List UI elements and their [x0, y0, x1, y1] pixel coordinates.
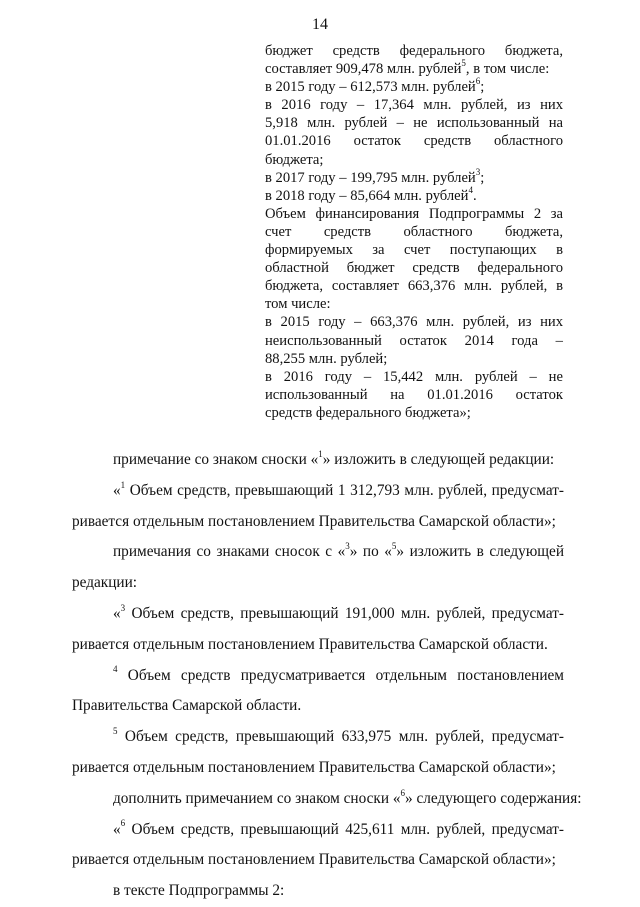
- column-word: млн.: [434, 368, 463, 385]
- column-word: 2014: [464, 332, 494, 349]
- column-word: году: [324, 368, 353, 385]
- paragraph-footnote4-line2: Правительства Самарской области.: [72, 697, 302, 715]
- paragraph-footnote1-intro: примечание со знаком сноски «$^1$» изложить в следующей редакции:: [113, 448, 555, 468]
- column-text: бюджета;: [265, 151, 324, 168]
- column-line: [265, 350, 563, 368]
- column-text: средств федерального бюджета»;: [265, 404, 471, 421]
- column-line: [265, 205, 563, 223]
- column-word: не: [548, 368, 563, 385]
- column-line: [265, 223, 563, 241]
- column-line: [265, 132, 563, 150]
- column-line: [265, 368, 563, 386]
- column-line: [265, 386, 563, 404]
- column-text: составляет 909,478 млн. рублей: [265, 61, 462, 78]
- column-word: поступающих: [449, 242, 537, 259]
- body-text: [72, 445, 582, 907]
- column-line: [265, 151, 563, 169]
- footnote-mark: 6: [475, 76, 481, 87]
- column-word: средств: [332, 43, 380, 59]
- column-text: областной бюджет средств федерального: [265, 260, 563, 277]
- column-word: –: [363, 368, 372, 385]
- column-text: 88,255 млн. рублей;: [265, 350, 388, 367]
- paragraph-footnote3-line2: ривается отдельным постановлением Правительства Самарской области.: [72, 635, 548, 653]
- column-line: [265, 78, 563, 96]
- footnote-mark: 3: [475, 166, 481, 177]
- column-text-tail: ;: [480, 79, 485, 96]
- column-word: –: [555, 332, 563, 349]
- column-line: [265, 277, 563, 295]
- column-word: бюджета,: [504, 43, 563, 59]
- column-word: за: [372, 242, 385, 259]
- column-line: [265, 184, 563, 205]
- funding-column: [265, 42, 563, 422]
- column-text: в 2015 году – 612,573 млн. рублей: [265, 79, 476, 96]
- column-word: –: [529, 368, 537, 385]
- column-word: областного: [403, 223, 473, 240]
- column-word: 01.01.2016: [265, 133, 331, 150]
- paragraph-footnotes-3-5-intro-cont: редакции:: [72, 574, 138, 592]
- column-line: [265, 404, 563, 422]
- column-line: [265, 241, 563, 259]
- paragraph-footnote3-line1: «$^3$ Объем средств, превышающий 191,000 млн. рублей, предусмат-: [113, 602, 564, 622]
- paragraph-footnote5-line1: $^5$ Объем средств, превышающий 633,975 млн. рублей, предусмат-: [113, 726, 564, 746]
- column-line: [265, 259, 563, 277]
- column-word: бюджета,: [504, 223, 563, 240]
- column-word: бюджет: [265, 43, 313, 59]
- column-line: [265, 60, 563, 78]
- paragraph-footnote1-line2: ривается отдельным постановлением Правительства Самарской области»;: [72, 512, 556, 530]
- footnote-mark: 5: [461, 58, 466, 69]
- column-line: [265, 295, 563, 313]
- column-word: областного: [494, 133, 563, 150]
- column-text-tail: ;: [480, 169, 485, 186]
- column-text-tail: , в том числе:: [465, 61, 550, 78]
- column-word: остаток: [399, 332, 447, 349]
- column-word: счет: [265, 223, 292, 240]
- column-word: остаток: [353, 133, 401, 150]
- column-line: [265, 114, 563, 132]
- column-text: в 2017 году – 199,795 млн. рублей: [265, 169, 476, 186]
- paragraph-subprogram-text: в тексте Подпрограммы 2:: [113, 882, 285, 900]
- column-text: Объем финансирования Подпрограммы 2 за: [265, 205, 563, 222]
- column-word: на: [390, 386, 405, 403]
- column-text: том числе:: [265, 296, 331, 313]
- column-line: [265, 313, 563, 331]
- paragraph-footnote6-line2: ривается отдельным постановлением Правительства Самарской области»;: [72, 851, 556, 869]
- paragraph-footnote6-intro: дополнить примечанием со знаком сноски «$^6$» следующего содержания:: [113, 787, 582, 807]
- column-line: [265, 42, 563, 60]
- page-number: 14: [312, 16, 328, 33]
- column-line: [265, 96, 563, 114]
- column-word: в: [265, 368, 272, 385]
- column-word: рублей: [474, 368, 518, 385]
- paragraph-footnote4-line1: $^4$ Объем средств предусматривается отдельным постановлением: [113, 664, 564, 684]
- column-text: в 2018 году – 85,664 млн. рублей: [265, 187, 469, 204]
- column-word: 15,442: [383, 368, 424, 385]
- column-word: 01.01.2016: [427, 386, 493, 403]
- column-word: федерального: [399, 43, 486, 59]
- paragraph-footnotes-3-5-intro: примечания со знаками сносок с «$^3$» по «$^5$» изложить в следующей: [113, 541, 565, 561]
- column-word: средств: [323, 223, 372, 240]
- column-text: в 2015 году – 663,376 млн. рублей, из них: [265, 314, 563, 331]
- column-word: остаток: [515, 386, 563, 403]
- column-word: использованный: [265, 386, 368, 403]
- paragraph-footnote5-line2: ривается отдельным постановлением Правительства Самарской области»;: [72, 758, 556, 776]
- column-text: 5,918 млн. рублей – не использованный на: [265, 115, 563, 132]
- column-word: 2016: [283, 368, 313, 385]
- column-text-tail: .: [472, 187, 477, 204]
- column-word: средств: [423, 133, 472, 150]
- column-line: [265, 332, 563, 350]
- column-word: счет: [403, 242, 431, 259]
- column-word: года: [511, 332, 538, 349]
- column-text: в 2016 году – 17,364 млн. рублей, из них: [265, 97, 563, 114]
- column-word: формируемых: [265, 242, 353, 259]
- column-line: [265, 166, 563, 187]
- column-word: неиспользованный: [265, 332, 382, 349]
- column-word: в: [556, 242, 563, 259]
- paragraph-footnote6-line1: «$^6$ Объем средств, превышающий 425,611 млн. рублей, предусмат-: [113, 818, 564, 838]
- footnote-mark: 4: [468, 184, 473, 195]
- column-text: бюджета, составляет 663,376 млн. рублей, в: [265, 278, 563, 295]
- paragraph-footnote1-line1: «$^1$ Объем средств, превышающий 1 312,793 млн. рублей, предусмат-: [113, 479, 564, 499]
